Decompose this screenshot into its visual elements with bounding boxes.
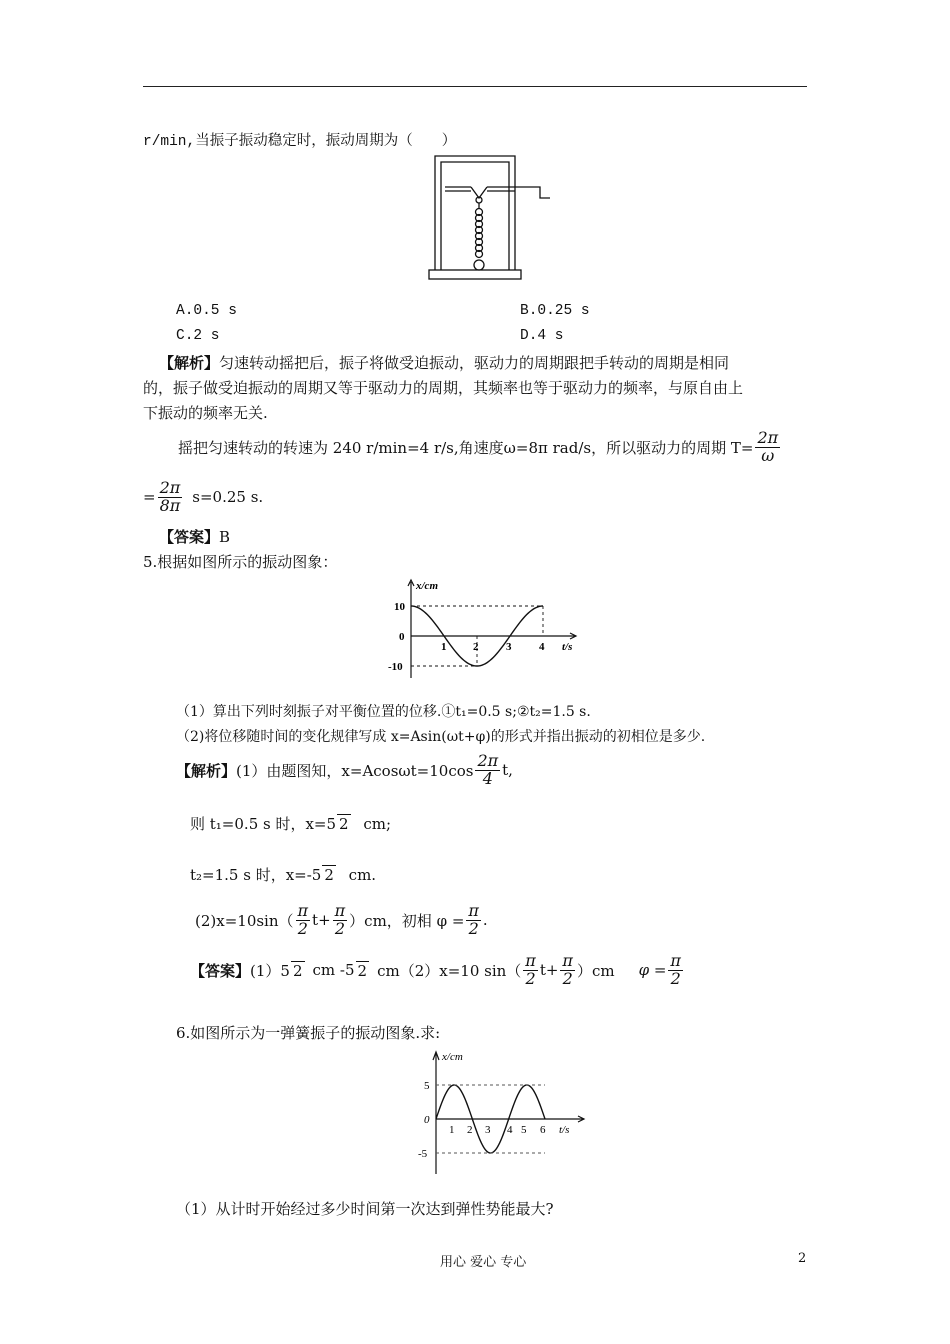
rotation-text: 摇把匀速转动的转速为 240 r/min=4 r/s,角速度ω=8π rad/s，所以驱动力的周期 T= [178,438,754,457]
pi-over-2 [523,950,538,988]
answer-part: cm（2）x=10 sin（ [377,961,522,980]
eq-sign: = [143,488,156,506]
t2-text: t₂=1.5 s 时，x=-5 [190,866,322,884]
analysis-tag: 【解析】 [159,354,220,372]
q4-analysis-line1 [159,352,729,373]
frac-num: π [334,900,346,920]
answer-value: B [219,528,231,546]
analysis-tag: 【解析】 [176,761,237,780]
x-tick-1: 1 [441,641,447,653]
t-plus: t+ [312,911,331,929]
answer-part: (1）5 [250,961,290,980]
sqrt-2: 2 [324,866,334,884]
frac-num: π [297,900,309,920]
q5-line-t1 [190,813,391,834]
q5-line-t2 [190,864,376,885]
frac-den: 2 [297,918,308,938]
option-c: C.2 s [176,328,220,344]
sin-prefix: (2)x=10sin（ [195,911,294,930]
sqrt-2: 2 [292,961,303,980]
period-mark: . [482,911,488,929]
x-tick-1: 1 [449,1124,455,1136]
q4-stem: r/min,当振子振动稳定时，振动周期为（ ） [143,134,457,150]
spring-apparatus-figure [425,150,555,282]
frac-num: π [562,950,573,970]
y-tick-10: 10 [394,601,405,613]
x-tick-4: 4 [539,641,545,653]
frac-num: 2π [159,477,181,497]
q4-period-result [143,475,263,519]
unit: cm. [348,866,377,884]
x-axis-label: t/s [562,641,573,653]
header-rule [143,86,807,87]
pi-over-2 [560,950,575,988]
unit: cm; [363,815,392,833]
analysis-t: t, [502,761,513,779]
x-tick-6: 6 [540,1124,546,1136]
y-tick-neg5: -5 [418,1148,428,1160]
footer-text: 用心 爱心 专心 [440,1255,527,1270]
pi-over-2 [296,900,311,938]
frac-den: 2 [562,968,573,988]
q5-stem: 5.根据如图所示的振动图象： [143,553,338,571]
answer-tag: 【答案】 [159,528,220,546]
frac-den: ω [761,445,775,465]
y-axis-label: x/cm [416,580,438,592]
initial-phase-text: ）cm，初相 φ = [349,911,465,930]
y-tick-5: 5 [424,1080,430,1092]
frac-den: 8π [159,495,181,515]
period-fraction [755,427,780,465]
q6-vibration-graph [414,1046,594,1180]
answer-tag: 【答案】 [190,961,251,980]
period-value: s=0.25 s. [192,488,264,506]
frac-den: 2 [525,968,536,988]
phi-label: φ = [638,961,667,979]
q5-part1: （1）算出下列时刻振子对平衡位置的位移.①t₁=0.5 s;②t₂=1.5 s. [176,704,591,720]
analysis-formula: (1）由题图知，x=Acosωt=10cos [236,761,474,780]
y-tick-neg10: -10 [388,661,403,673]
frac-den: 2 [334,918,345,938]
option-a: A.0.5 s [176,303,237,319]
pi-over-2 [333,900,348,938]
omega-fraction [475,750,500,788]
frac-num: 2π [477,750,499,770]
frac-den: 2 [468,918,479,938]
frac-den: 4 [482,768,493,788]
analysis-text: 匀速转动摇把后，振子将做受迫振动，驱动力的周期跟把手转动的周期是相同 [219,354,730,372]
q4-analysis-line4 [178,425,782,469]
q6-part1: （1）从计时开始经过多少时间第一次达到弹性势能最大? [176,1200,554,1218]
q5-sin-form [195,898,488,942]
pi-over-2 [466,900,481,938]
t1-text: 则 t₁=0.5 s 时，x=5 [190,815,337,833]
x-tick-2: 2 [473,641,479,653]
pi-over-2 [668,950,683,988]
q4-analysis-line3: 下振动的频率无关. [143,404,268,422]
q5-part2: （2)将位移随时间的变化规律写成 x=Asin(ωt+φ)的形式并指出振动的初相位是多少. [176,729,706,745]
x-tick-3: 3 [506,641,512,653]
frac-den: 2 [670,968,681,988]
q5-analysis [176,748,513,792]
q5-answer [190,947,685,993]
x-tick-3: 3 [485,1124,491,1136]
sqrt-2: 2 [357,961,368,980]
sqrt-2: 2 [339,815,349,833]
x-axis-label: t/s [559,1124,570,1136]
q5-vibration-graph [384,576,584,686]
q6-stem: 6.如图所示为一弹簧振子的振动图象.求: [176,1024,441,1042]
x-tick-2: 2 [467,1124,473,1136]
answer-part: cm -5 [312,961,355,979]
y-tick-0: 0 [399,631,405,643]
frac-num: π [670,950,681,970]
period-fraction-2 [158,477,183,515]
frac-num: 2π [757,427,779,447]
y-axis-label: x/cm [442,1051,463,1063]
x-tick-4: 4 [507,1124,513,1136]
frac-num: π [525,950,536,970]
option-b: B.0.25 s [520,303,590,319]
answer-part: ）cm [576,961,615,980]
y-tick-0: 0 [424,1114,430,1126]
page-number: 2 [798,1251,807,1266]
q4-analysis-line2: 的，振子做受迫振动的周期又等于驱动力的周期，其频率也等于驱动力的频率，与原自由上 [143,379,744,397]
q4-answer [159,526,230,547]
answer-part: t+ [539,961,559,979]
frac-num: π [468,900,479,920]
x-tick-5: 5 [521,1124,527,1136]
option-d: D.4 s [520,328,564,344]
